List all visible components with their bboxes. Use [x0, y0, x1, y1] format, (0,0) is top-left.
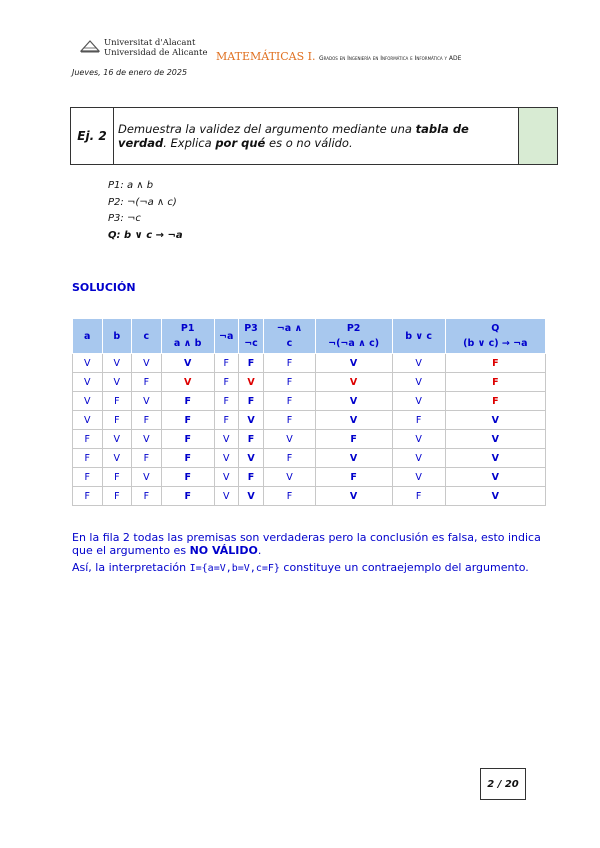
table-cell: V: [315, 449, 392, 468]
table-cell: F: [238, 354, 264, 373]
truth-table-body: [73, 354, 546, 506]
table-cell: V: [315, 354, 392, 373]
table-cell: V: [392, 430, 445, 449]
table-cell: F: [161, 468, 214, 487]
header-label: c: [143, 330, 150, 342]
premise-p1: P1: a ∧ b: [108, 180, 154, 191]
table-cell: F: [102, 487, 132, 506]
table-row: [73, 392, 546, 411]
exercise-box: [70, 107, 558, 165]
table-cell: V: [132, 354, 162, 373]
table-cell: V: [214, 430, 238, 449]
header-label: P1: [180, 323, 195, 334]
table-cell: F: [214, 354, 238, 373]
table-cell: V: [73, 373, 103, 392]
truth-table-header-row: [73, 319, 546, 354]
table-cell: F: [214, 373, 238, 392]
table-cell: F: [238, 392, 264, 411]
course-header: [216, 50, 461, 63]
exercise-number: Ej. 2: [71, 108, 114, 164]
table-cell: F: [264, 373, 315, 392]
verdict: NO VÁLIDO: [189, 544, 258, 557]
university-header: [80, 38, 207, 58]
table-header-cell: [238, 319, 264, 354]
conclusion-paragraph-2: Así, la interpretación I={a=V,b=V,c=F} constituye un contraejemplo del argumento.: [72, 561, 529, 574]
table-cell: F: [214, 392, 238, 411]
table-cell: F: [392, 487, 445, 506]
table-cell: F: [264, 354, 315, 373]
table-cell: F: [102, 411, 132, 430]
table-cell: F: [445, 354, 545, 373]
table-cell: V: [102, 449, 132, 468]
table-cell: V: [132, 430, 162, 449]
table-cell: F: [73, 430, 103, 449]
table-cell: F: [132, 487, 162, 506]
premises-list: [108, 178, 183, 244]
table-cell: V: [214, 487, 238, 506]
university-name-valencian: Universitat d'Alacant: [104, 38, 196, 48]
table-cell: V: [238, 449, 264, 468]
table-header-cell: [315, 319, 392, 354]
score-cell: [518, 108, 557, 164]
table-row: [73, 411, 546, 430]
premise-p2: P2: ¬(¬a ∧ c): [108, 196, 177, 208]
table-cell: V: [214, 449, 238, 468]
table-cell: V: [264, 468, 315, 487]
table-row: [73, 487, 546, 506]
table-header-cell: [132, 319, 162, 354]
table-cell: V: [102, 430, 132, 449]
table-cell: F: [132, 373, 162, 392]
table-cell: F: [238, 430, 264, 449]
table-cell: V: [73, 411, 103, 430]
table-cell: F: [161, 392, 214, 411]
table-cell: F: [132, 449, 162, 468]
table-cell: V: [392, 449, 445, 468]
table-cell: V: [315, 411, 392, 430]
table-cell: F: [102, 468, 132, 487]
table-row: [73, 354, 546, 373]
header-label: b ∨ c: [405, 330, 433, 342]
table-header-cell: [161, 319, 214, 354]
table-cell: V: [445, 430, 545, 449]
table-cell: V: [445, 487, 545, 506]
table-cell: V: [132, 468, 162, 487]
table-header-cell: [445, 319, 545, 354]
table-cell: V: [392, 468, 445, 487]
table-cell: F: [445, 392, 545, 411]
table-cell: V: [445, 468, 545, 487]
table-row: [73, 430, 546, 449]
table-cell: F: [238, 468, 264, 487]
table-header-cell: [264, 319, 315, 354]
conclusion-text: [72, 531, 544, 575]
table-cell: F: [264, 392, 315, 411]
course-subtitle: Grados en Ingeniería en Informática e Informática y ADE: [319, 55, 462, 62]
table-cell: V: [238, 487, 264, 506]
header-label: a: [84, 330, 91, 342]
header-sublabel: ¬(¬a ∧ c): [328, 338, 380, 349]
table-cell: F: [102, 392, 132, 411]
table-cell: F: [132, 411, 162, 430]
table-cell: F: [161, 449, 214, 468]
table-row: [73, 373, 546, 392]
table-cell: V: [161, 354, 214, 373]
header-label: P2: [346, 323, 361, 334]
university-names: [104, 38, 207, 58]
table-cell: F: [392, 411, 445, 430]
table-cell: V: [392, 354, 445, 373]
table-cell: V: [392, 392, 445, 411]
conclusion-q: Q: b ∨ c → ¬a: [108, 229, 183, 241]
premise-p3: P3: ¬c: [108, 213, 141, 224]
header-sublabel: a ∧ b: [173, 338, 202, 349]
table-cell: V: [102, 373, 132, 392]
table-header-cell: [102, 319, 132, 354]
table-cell: F: [214, 411, 238, 430]
conclusion-paragraph-1: En la fila 2 todas las premisas son verdaderas pero la conclusión es falsa, esto indica que el argumento es NO VÁLIDO.: [72, 531, 541, 557]
table-cell: V: [315, 392, 392, 411]
university-logo-icon: [80, 39, 100, 53]
exercise-statement: Demuestra la validez del argumento mediante una tabla de verdad. Explica por qué es o no válido.: [118, 122, 469, 150]
table-cell: F: [264, 411, 315, 430]
header-label: ¬a: [219, 330, 234, 342]
table-header-cell: [392, 319, 445, 354]
table-cell: V: [102, 354, 132, 373]
header-sublabel: (b ∨ c) → ¬a: [463, 338, 528, 349]
table-cell: V: [445, 449, 545, 468]
table-cell: F: [73, 468, 103, 487]
table-cell: F: [264, 487, 315, 506]
exam-date: Jueves, 16 de enero de 2025: [72, 68, 188, 77]
table-cell: F: [264, 449, 315, 468]
counterexample-interpretation: I={a=V,b=V,c=F}: [189, 563, 280, 574]
header-sublabel: ¬c: [244, 338, 258, 349]
table-row: [73, 449, 546, 468]
table-cell: V: [315, 487, 392, 506]
table-cell: V: [214, 468, 238, 487]
table-cell: F: [315, 430, 392, 449]
table-cell: F: [161, 487, 214, 506]
solution-title: SOLUCIÓN: [72, 281, 136, 294]
header-label: Q: [491, 323, 500, 334]
table-cell: F: [73, 487, 103, 506]
table-cell: V: [315, 373, 392, 392]
page-number: 2 / 20: [480, 768, 526, 800]
table-cell: V: [73, 354, 103, 373]
table-cell: F: [73, 449, 103, 468]
table-cell: V: [392, 373, 445, 392]
truth-table: [72, 318, 546, 506]
table-cell: V: [132, 392, 162, 411]
table-cell: V: [73, 392, 103, 411]
course-title: MATEMÁTICAS I.: [216, 50, 316, 63]
table-header-cell: [73, 319, 103, 354]
header-label: b: [113, 330, 121, 342]
table-cell: V: [238, 411, 264, 430]
table-cell: V: [161, 373, 214, 392]
table-row: [73, 468, 546, 487]
table-cell: F: [315, 468, 392, 487]
header-label: P3: [244, 323, 258, 334]
table-cell: V: [238, 373, 264, 392]
header-sublabel: c: [286, 338, 293, 349]
university-name-spanish: Universidad de Alicante: [104, 48, 208, 58]
table-cell: V: [264, 430, 315, 449]
table-cell: F: [445, 373, 545, 392]
table-cell: V: [445, 411, 545, 430]
header-label: ¬a ∧: [276, 323, 303, 334]
table-header-cell: [214, 319, 238, 354]
table-cell: F: [161, 430, 214, 449]
table-cell: F: [161, 411, 214, 430]
